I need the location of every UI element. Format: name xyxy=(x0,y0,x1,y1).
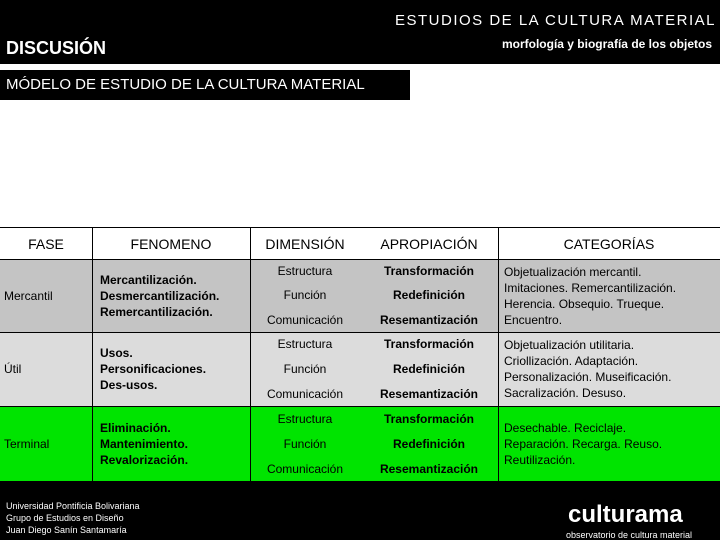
apropiacion-cell: Resemantización xyxy=(379,462,479,477)
fase-cell: Útil xyxy=(4,362,22,376)
section-title: DISCUSIÓN xyxy=(6,38,107,58)
dimension-cell: Función xyxy=(283,361,327,376)
dimension-cell: Función xyxy=(283,288,327,303)
model-label: MÓDELO DE ESTUDIO DE LA CULTURA MATERIAL xyxy=(0,70,410,100)
categorias-cell: Desechable. Reciclaje. Reparación. Recarga. Reuso. Reutilización. xyxy=(504,421,663,467)
dimension-cell: Función xyxy=(283,436,327,451)
categorias-cell: Objetualización utilitaria. Criollización. Adaptación. Personalización. Museificación. Sacralización. Desuso. xyxy=(504,338,672,400)
column-header-fenomeno: FENOMENO xyxy=(130,235,212,252)
apropiacion-cell: Redefinición xyxy=(392,288,465,303)
apropiacion-cell: Redefinición xyxy=(392,361,465,376)
fenomeno-cell: Usos. Personificaciones. Des-usos. xyxy=(100,346,207,392)
column-header-categorias: CATEGORÍAS xyxy=(563,235,655,252)
column-header-apropiacion: APROPIACIÓN xyxy=(380,235,478,252)
presentation-title: ESTUDIOS DE LA CULTURA MATERIAL xyxy=(394,12,716,29)
column-divider xyxy=(92,228,93,482)
column-header-fase: FASE xyxy=(28,235,64,252)
apropiacion-cell: Resemantización xyxy=(379,312,479,327)
dimension-cell: Comunicación xyxy=(266,462,344,477)
column-header-dimension: DIMENSIÓN xyxy=(265,235,345,252)
fase-cell: Terminal xyxy=(4,437,50,451)
dimension-cell: Comunicación xyxy=(266,386,344,401)
dimension-cell: Estructura xyxy=(277,337,333,352)
dimension-cell: Comunicación xyxy=(266,312,344,327)
header-bar xyxy=(0,0,720,64)
apropiacion-cell: Transformación xyxy=(383,264,475,279)
footer-bar xyxy=(0,481,720,540)
culturama-logo: culturama xyxy=(568,501,683,528)
fenomeno-cell: Mercantilización. Desmercantilización. Remercantilización. xyxy=(100,272,220,319)
apropiacion-cell: Redefinición xyxy=(392,436,465,451)
apropiacion-cell: Resemantización xyxy=(379,386,479,401)
column-divider xyxy=(498,228,499,482)
row-divider xyxy=(0,332,720,333)
dimension-cell: Estructura xyxy=(277,264,333,279)
row-divider xyxy=(0,259,720,260)
dimension-cell: Estructura xyxy=(277,411,333,426)
categorias-cell: Objetualización mercantil. Imitaciones. Remercantilización. Herencia. Obsequio. Trueque. Encuentro. xyxy=(504,264,677,327)
row-divider xyxy=(0,406,720,407)
fenomeno-cell: Eliminación. Mantenimiento. Revalorización. xyxy=(100,421,189,467)
culturama-logo-subtitle: observatorio de cultura material xyxy=(566,530,693,540)
fase-cell: Mercantil xyxy=(4,288,53,303)
institution-credits: Universidad Pontificia Bolivariana Grupo de Estudios en Diseño Juan Diego Sanín Santamaría xyxy=(6,501,140,535)
column-divider xyxy=(250,228,251,482)
apropiacion-cell: Transformación xyxy=(383,411,475,426)
apropiacion-cell: Transformación xyxy=(383,337,475,352)
model-table xyxy=(0,227,720,482)
presentation-subtitle: morfología y biografía de los objetos xyxy=(501,37,712,51)
